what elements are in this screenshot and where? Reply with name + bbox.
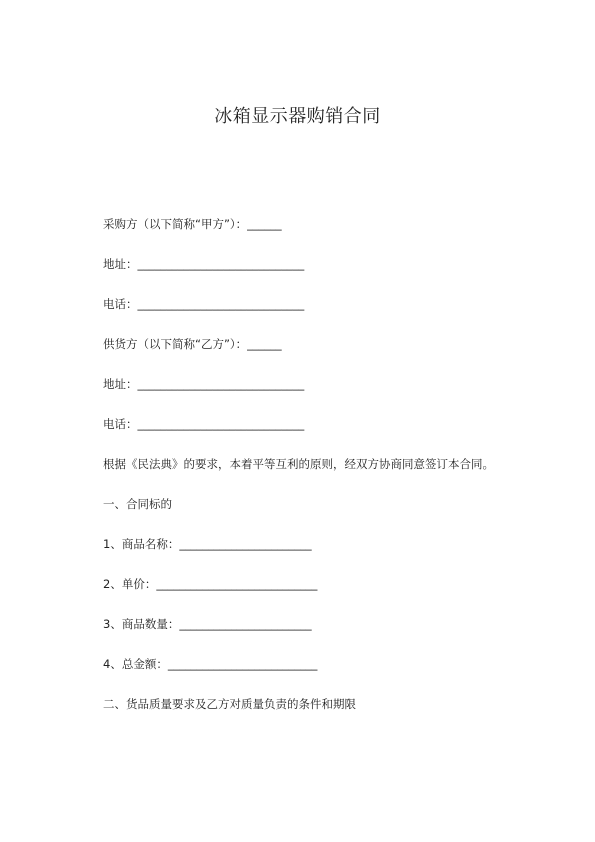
supplier-phone-line: 电话：_____________________________ — [103, 417, 305, 431]
item-product-name: 1、商品名称：_______________________ — [103, 537, 312, 551]
item-total-amount: 4、总金额：__________________________ — [103, 657, 318, 671]
contract-basis-paragraph: 根据《民法典》的要求，本着平等互利的原则，经双方协商同意签订本合同。 — [103, 457, 494, 471]
section-heading-1: 一、合同标的 — [103, 497, 172, 511]
item-unit-price: 2、单价：____________________________ — [103, 577, 318, 591]
item-quantity: 3、商品数量：_______________________ — [103, 617, 312, 631]
section-heading-2: 二、货品质量要求及乙方对质量负责的条件和期限 — [103, 697, 356, 711]
supplier-line: 供货方（以下简称“乙方”）：______ — [103, 337, 282, 351]
buyer-line: 采购方（以下简称“甲方”）：______ — [103, 217, 282, 231]
buyer-address-line: 地址：_____________________________ — [103, 257, 305, 271]
supplier-address-line: 地址：_____________________________ — [103, 377, 305, 391]
buyer-phone-line: 电话：_____________________________ — [103, 297, 305, 311]
document-title: 冰箱显示器购销合同 — [214, 106, 381, 127]
